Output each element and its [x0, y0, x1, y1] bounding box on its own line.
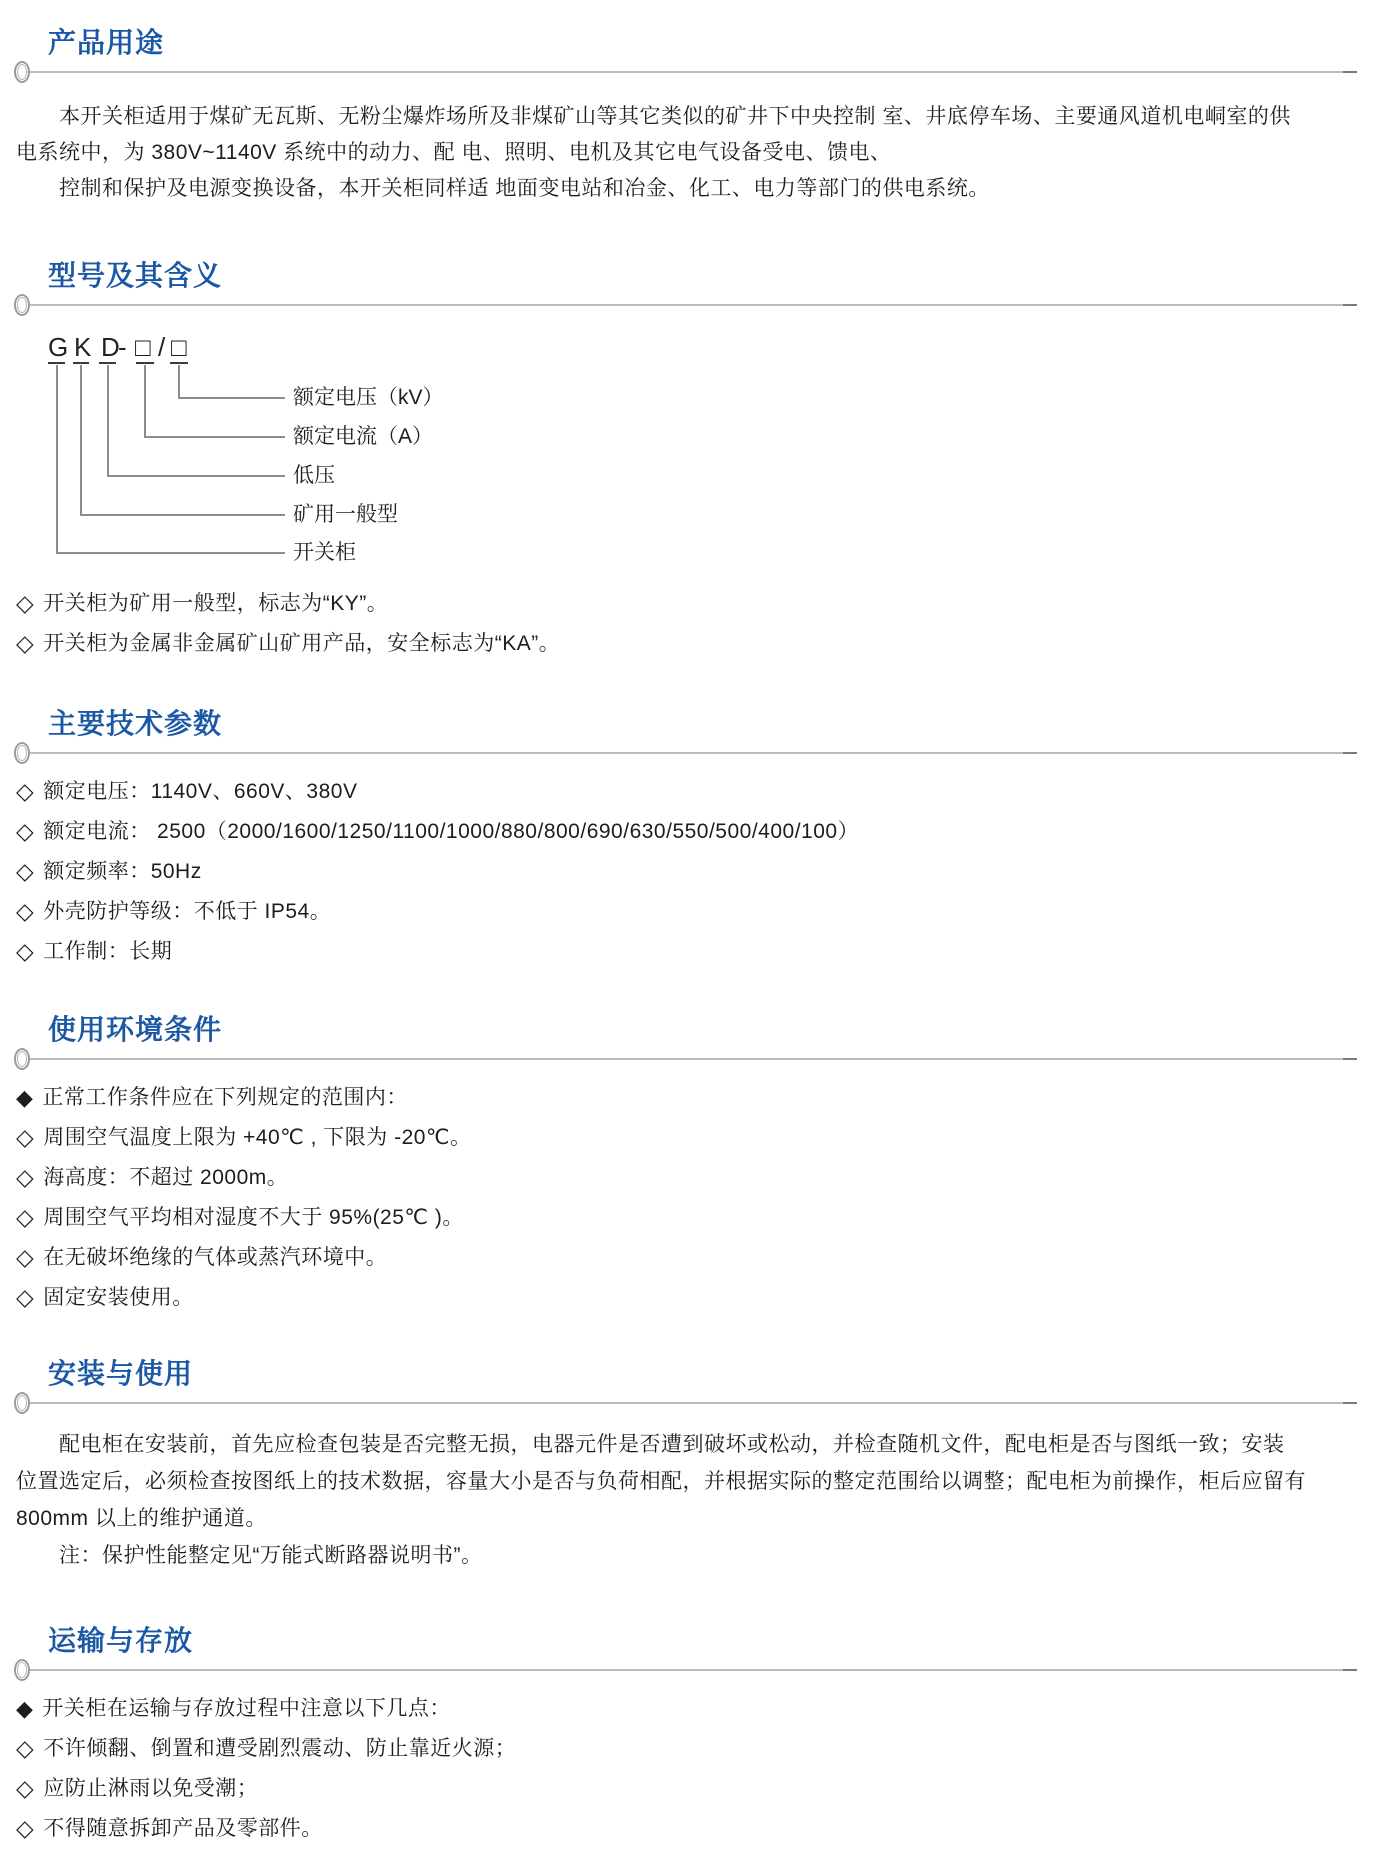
model-note [16, 590, 1353, 617]
section-transport-title: 运输与存放 [48, 1625, 194, 1656]
model-code-char: K [74, 332, 92, 362]
ring-inner-icon [17, 297, 27, 313]
usage-paragraph [0, 99, 1373, 207]
transport-item [16, 1775, 1353, 1802]
hollow-diamond-icon: ◇ [16, 1124, 35, 1150]
hollow-diamond-icon: ◇ [16, 1735, 35, 1761]
hollow-diamond-icon: ◇ [16, 818, 35, 844]
section-installation-title: 安装与使用 [48, 1358, 194, 1389]
model-connector-vertical [107, 365, 109, 477]
section-usage-header [0, 26, 1373, 73]
ring-icon [14, 1392, 30, 1414]
transport-item [16, 1815, 1353, 1842]
model-code-char: □ [171, 332, 187, 362]
section-rule [30, 304, 1357, 306]
section-transport [0, 1624, 1373, 1842]
ring-inner-icon [17, 1662, 27, 1678]
section-installation-header [0, 1357, 1373, 1404]
tech-item-text: 外壳防护等级：不低于 IP54。 [43, 900, 332, 923]
model-label-switchgear: 开关柜 [293, 541, 356, 564]
rule-end-cap [1343, 304, 1357, 306]
installation-line: 配电柜在安装前，首先应检查包装是否完整无损，电器元件是否遭到破坏或松动，并检查随机文件，配电柜是否与图纸一致；安装 [59, 1433, 1285, 1456]
hollow-diamond-icon: ◇ [16, 1815, 35, 1841]
model-code-char: / [158, 332, 166, 362]
installation-line: 位置选定后，必须检查按图纸上的技术数据，容量大小是否与负荷相配，并根据实际的整定范围给以调整；配电柜为前操作，柜后应留有 [16, 1470, 1306, 1493]
model-designation-diagram [0, 332, 1373, 582]
installation-line: 800mm 以上的维护通道。 [16, 1507, 267, 1530]
model-notes [0, 590, 1373, 657]
environment-item-text: 固定安装使用。 [43, 1286, 194, 1309]
section-environment-header [0, 1013, 1373, 1060]
section-rule [30, 1669, 1357, 1671]
model-code-tick [136, 362, 154, 364]
model-code-tick [99, 362, 116, 364]
transport-item-text: 应防止淋雨以免受潮； [43, 1777, 259, 1800]
tech-item [16, 938, 1353, 965]
transport-list [0, 1695, 1373, 1842]
model-code-char: G [48, 332, 69, 362]
section-usage [0, 26, 1373, 207]
model-connector-vertical [178, 365, 180, 399]
installation-note-line: 注：保护性能整定见“万能式断路器说明书”。 [59, 1544, 483, 1567]
model-label-rated-current: 额定电流（A） [293, 425, 434, 448]
usage-line: 控制和保护及电源变换设备，本开关柜同样适 地面变电站和冶金、化工、电力等部门的供电系统。 [59, 177, 990, 200]
section-model-header [0, 259, 1373, 306]
ring-inner-icon [17, 745, 27, 761]
environment-item-text: 周围空气温度上限为 +40℃ , 下限为 -20℃。 [43, 1126, 472, 1149]
tech-item-text: 工作制：长期 [43, 940, 173, 963]
model-label-mining-type: 矿用一般型 [293, 503, 398, 526]
hollow-diamond-icon: ◇ [16, 590, 35, 616]
model-note-text: 开关柜为矿用一般型，标志为“KY”。 [43, 592, 389, 615]
model-code-tick [48, 362, 65, 364]
hollow-diamond-icon: ◇ [16, 1164, 35, 1190]
model-connector-horizontal [144, 436, 285, 438]
usage-line: 电系统中，为 380V~1140V 系统中的动力、配 电、照明、电机及其它电气设备受电、馈电、 [16, 141, 892, 164]
hollow-diamond-icon: ◇ [16, 1244, 35, 1270]
tech-item-text: 额定频率：50Hz [43, 860, 202, 883]
transport-lead [16, 1695, 1353, 1722]
tech-item [16, 778, 1353, 805]
model-connector-horizontal [107, 475, 285, 477]
section-rule [30, 1402, 1357, 1404]
model-connector-horizontal [80, 514, 285, 516]
model-connector-vertical [80, 365, 82, 516]
rule-end-cap [1343, 752, 1357, 754]
tech-item [16, 898, 1353, 925]
model-connector-vertical [144, 365, 146, 438]
transport-item-text: 不许倾翻、倒置和遭受剧烈震动、防止靠近火源； [43, 1737, 517, 1760]
tech-list [0, 778, 1373, 965]
transport-lead-text: 开关柜在运输与存放过程中注意以下几点： [42, 1697, 451, 1720]
hollow-diamond-icon: ◇ [16, 1204, 35, 1230]
section-usage-title: 产品用途 [48, 27, 165, 58]
environment-item [16, 1164, 1353, 1191]
environment-item [16, 1284, 1353, 1311]
model-code-char: - [118, 332, 127, 362]
environment-lead [16, 1084, 1353, 1111]
section-rule [30, 71, 1357, 73]
ring-icon [14, 294, 30, 316]
solid-diamond-icon: ◆ [16, 1085, 34, 1110]
tech-item [16, 818, 1353, 845]
installation-paragraph [0, 1426, 1373, 1574]
hollow-diamond-icon: ◇ [16, 1284, 35, 1310]
ring-inner-icon [17, 64, 27, 80]
hollow-diamond-icon: ◇ [16, 858, 35, 884]
environment-item [16, 1244, 1353, 1271]
model-code-tick [73, 362, 89, 364]
usage-line: 本开关柜适用于煤矿无瓦斯、无粉尘爆炸场所及非煤矿山等其它类似的矿井下中央控制 室、井底停车场、主要通风道机电峒室的供 [59, 105, 1291, 128]
section-environment [0, 1013, 1373, 1311]
section-installation [0, 1357, 1373, 1574]
environment-item [16, 1204, 1353, 1231]
model-label-low-voltage: 低压 [293, 464, 335, 487]
tech-item [16, 858, 1353, 885]
model-connector-horizontal [56, 552, 285, 554]
model-connector-vertical [56, 365, 58, 554]
transport-item-text: 不得随意拆卸产品及零部件。 [43, 1817, 323, 1840]
environment-list [0, 1084, 1373, 1311]
environment-item [16, 1124, 1353, 1151]
model-code-char: □ [135, 332, 151, 362]
rule-end-cap [1343, 1669, 1357, 1671]
tech-item-text: 额定电流： 2500（2000/1600/1250/1100/1000/880/800/690/630/550/500/400/100） [43, 820, 860, 843]
rule-end-cap [1343, 1058, 1357, 1060]
ring-icon [14, 1659, 30, 1681]
environment-item-text: 海高度：不超过 2000m。 [43, 1166, 289, 1189]
tech-item-text: 额定电压：1140V、660V、380V [43, 780, 358, 803]
environment-item-text: 在无破坏绝缘的气体或蒸汽环境中。 [43, 1246, 388, 1269]
section-transport-header [0, 1624, 1373, 1671]
ring-icon [14, 61, 30, 83]
model-label-rated-voltage: 额定电压（kV） [293, 386, 444, 409]
model-code-tick [170, 362, 188, 364]
environment-item-text: 周围空气平均相对湿度不大于 95%(25℃ )。 [43, 1206, 464, 1229]
rule-end-cap [1343, 1402, 1357, 1404]
section-rule [30, 1058, 1357, 1060]
model-code-char: D [101, 332, 120, 362]
ring-icon [14, 1048, 30, 1070]
hollow-diamond-icon: ◇ [16, 1775, 35, 1801]
model-note-text: 开关柜为金属非金属矿山矿用产品，安全标志为“KA”。 [43, 632, 561, 655]
ring-inner-icon [17, 1395, 27, 1411]
section-tech-header [0, 707, 1373, 754]
transport-item [16, 1735, 1353, 1762]
section-model-title: 型号及其含义 [48, 260, 223, 291]
section-tech [0, 707, 1373, 965]
ring-inner-icon [17, 1051, 27, 1067]
rule-end-cap [1343, 71, 1357, 73]
environment-lead-text: 正常工作条件应在下列规定的范围内： [42, 1086, 408, 1109]
hollow-diamond-icon: ◇ [16, 938, 35, 964]
section-environment-title: 使用环境条件 [48, 1014, 223, 1045]
solid-diamond-icon: ◆ [16, 1696, 34, 1721]
hollow-diamond-icon: ◇ [16, 778, 35, 804]
model-note [16, 630, 1353, 657]
section-tech-title: 主要技术参数 [48, 708, 223, 739]
section-model [0, 259, 1373, 657]
model-connector-horizontal [178, 397, 285, 399]
hollow-diamond-icon: ◇ [16, 898, 35, 924]
hollow-diamond-icon: ◇ [16, 630, 35, 656]
ring-icon [14, 742, 30, 764]
section-rule [30, 752, 1357, 754]
